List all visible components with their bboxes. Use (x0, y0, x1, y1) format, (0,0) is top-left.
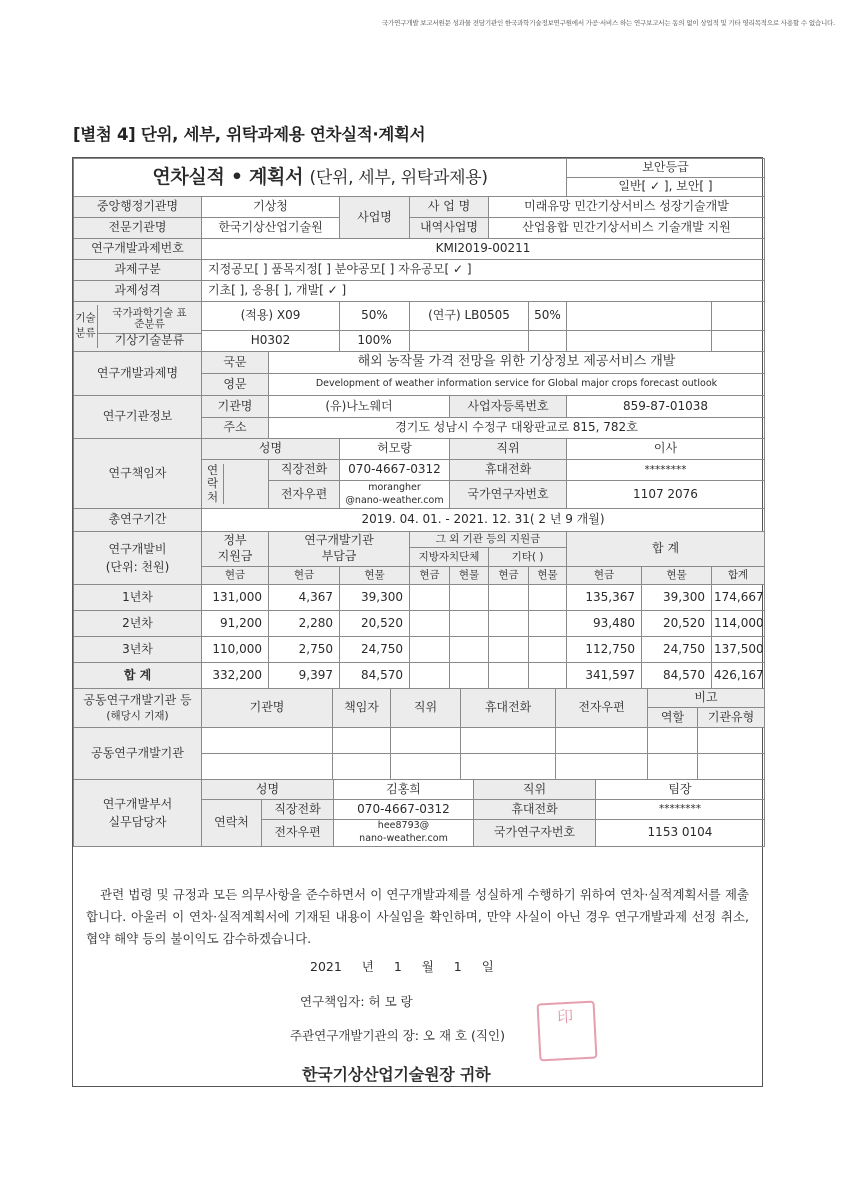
sub-program-label: 내역사업명 (410, 218, 489, 239)
staff-office-label: 직장전화 (262, 800, 334, 820)
address-label: 주소 (202, 418, 269, 439)
security-label: 보안등급 (567, 159, 765, 178)
weather-code-3 (567, 331, 712, 352)
form-table (73, 158, 765, 532)
col-total-sum: 합계 (712, 567, 765, 585)
security-value: 일반[ ✓ ], 보안[ ] (567, 178, 765, 197)
inst-name-label: 기관명 (202, 396, 269, 418)
col-local-cash: 현금 (410, 567, 450, 585)
reg-number-value: 859-87-01038 (567, 396, 765, 418)
gov-cash: 110,000 (202, 637, 269, 663)
joint-institution-table (73, 688, 765, 780)
project-nature-value: 기초[ ], 응용[ ], 개발[ ✓ ] (202, 281, 765, 302)
tech-class-block (74, 302, 202, 352)
staff-name-value: 김홍희 (334, 780, 474, 800)
staff-label: 연구개발부서 실무담당자 (74, 780, 202, 847)
program-name-value: 미래유망 민간기상서비스 성장기술개발 (489, 197, 765, 218)
year-label: 2년차 (74, 611, 202, 637)
national-pct-3 (712, 302, 765, 331)
period-value: 2019. 04. 01. - 2021. 12. 31( 2 년 9 개월) (202, 509, 765, 532)
weather-class-label: 기상기술분류 (114, 333, 185, 348)
gov-cash: 131,000 (202, 585, 269, 611)
signature-date: 2021 년 1 월 1 일 (310, 959, 494, 974)
pi-office-label: 직장전화 (269, 460, 340, 481)
year-label: 3년차 (74, 637, 202, 663)
pi-mobile-label: 휴대전화 (450, 460, 567, 481)
joint-col-mobile: 휴대전화 (461, 689, 556, 728)
official-seal-icon: 印 (537, 1001, 598, 1062)
joint-col-email: 전자우편 (556, 689, 648, 728)
col-inst-inkind: 현물 (340, 567, 410, 585)
total-sum: 114,000 (712, 611, 765, 637)
pi-email-label: 전자우편 (269, 481, 340, 509)
signature-head: 주관연구개발기관의 장: 오 재 호 (직인) (290, 1028, 505, 1043)
staff-mobile-label: 휴대전화 (474, 800, 596, 820)
project-type-label: 과제구분 (74, 260, 202, 281)
gov-header: 정부 지원금 (202, 532, 269, 567)
pi-contact-label: 연락처 (202, 464, 224, 504)
budget-row (74, 585, 765, 611)
total-inkind: 20,520 (642, 611, 712, 637)
col-total-inkind: 현물 (642, 567, 712, 585)
pi-name-label: 성명 (202, 439, 340, 460)
pi-office-value: 070-4667-0312 (340, 460, 450, 481)
etc-header: 기타( ) (489, 548, 567, 567)
attachment-title: [별첨 4] 단위, 세부, 위탁과제용 연차실적·계획서 (73, 125, 426, 144)
program-name-label: 사 업 명 (410, 197, 489, 218)
total-cash: 135,367 (567, 585, 642, 611)
staff-email-label: 전자우편 (262, 820, 334, 847)
total-cash: 112,750 (567, 637, 642, 663)
staff-office-value: 070-4667-0312 (334, 800, 474, 820)
joint-row-label: 공동연구개발기관 (74, 728, 202, 780)
reg-number-label: 사업자등록번호 (450, 396, 567, 418)
col-etc-inkind: 현물 (529, 567, 567, 585)
staff-researcher-id-label: 국가연구자번호 (474, 820, 596, 847)
staff-email-value: hee8793@ nano-weather.com (334, 820, 474, 847)
budget-row (74, 637, 765, 663)
staff-mobile-value: ******** (596, 800, 765, 820)
kr-title-label: 국문 (202, 352, 269, 374)
usage-notice: 국가연구개발 보고서원문 성과물 전담기관인 한국과학기술정보연구원에서 가공·서비스 하는 연구보고서는 동의 없이 상업적 및 기타 영리목적으로 사용할 수 없습니다. (381, 19, 835, 27)
national-pct-2: 50% (529, 302, 567, 331)
staff-researcher-id-value: 1153 0104 (596, 820, 765, 847)
national-code-3 (567, 302, 712, 331)
total-label: 합 계 (74, 663, 202, 689)
pi-position-value: 이사 (567, 439, 765, 460)
total-inkind: 24,750 (642, 637, 712, 663)
col-local-inkind: 현물 (450, 567, 489, 585)
total-sum: 137,500 (712, 637, 765, 663)
inst-inkind: 39,300 (340, 585, 410, 611)
project-type-value: 지정공모[ ] 품목지정[ ] 분야공모[ ] 자유공모[ ✓ ] (202, 260, 765, 281)
agency-label: 전문기관명 (74, 218, 202, 239)
staff-table (73, 779, 765, 847)
total-header: 합 계 (567, 532, 765, 567)
inst-cash: 2,280 (269, 611, 340, 637)
signature-pi: 연구책임자: 허 모 랑 (300, 994, 413, 1009)
project-nature-label: 과제성격 (74, 281, 202, 302)
staff-name-label: 성명 (202, 780, 334, 800)
project-number-label: 연구개발과제번호 (74, 239, 202, 260)
joint-col-type: 기관유형 (698, 708, 765, 728)
gov-cash: 332,200 (202, 663, 269, 689)
total-inkind: 39,300 (642, 585, 712, 611)
year-label: 1년차 (74, 585, 202, 611)
pi-name-value: 허모랑 (340, 439, 450, 460)
inst-cash: 2,750 (269, 637, 340, 663)
form-title: 연차실적 • 계획서 (단위, 세부, 위탁과제용) (74, 159, 567, 197)
col-total-cash: 현금 (567, 567, 642, 585)
agency-value: 한국기상산업기술원 (202, 218, 340, 239)
national-code-1: (적용) X09 (202, 302, 340, 331)
pi-mobile-value: ******** (567, 460, 765, 481)
staff-contact-label: 연락처 (202, 800, 262, 847)
joint-label: 공동연구개발기관 등 (해당시 기재) (74, 689, 202, 728)
budget-label: 연구개발비 (단위: 천원) (74, 532, 202, 585)
kr-title-value: 해외 농작물 가격 전망을 위한 기상정보 제공서비스 개발 (269, 352, 765, 374)
national-code-2: (연구) LB0505 (410, 302, 529, 331)
joint-col-head: 책임자 (333, 689, 391, 728)
joint-col-role: 역할 (648, 708, 698, 728)
weather-pct-2 (529, 331, 567, 352)
declaration: 관련 법령 및 규정과 모든 의무사항을 준수하면서 이 연구개발과제를 성실하게 수행하기 위하여 연차·실적계획서를 제출합니다. 아울러 이 연차·실적계획서에 기재된 내용이 사실임을 확인하며, 만약 사실이 아닌 경우 연구개발과제 선정 취소, 협약 해약 등의 불이익도 감수하겠습니다. (86, 887, 749, 946)
tech-class-label: 기술분류 (74, 305, 98, 348)
program-label: 사업명 (340, 197, 410, 239)
total-sum: 174,667 (712, 585, 765, 611)
project-title-label: 연구개발과제명 (74, 352, 202, 396)
period-label: 총연구기간 (74, 509, 202, 532)
pi-email-value: morangher @nano-weather.com (340, 481, 450, 509)
weather-code-2 (410, 331, 529, 352)
inst-header: 연구개발기관 부담금 (269, 532, 410, 567)
weather-pct-1: 100% (340, 331, 410, 352)
budget-row (74, 611, 765, 637)
inst-inkind: 24,750 (340, 637, 410, 663)
project-number-value: KMI2019-00211 (202, 239, 765, 260)
gov-cash: 91,200 (202, 611, 269, 637)
local-gov-header: 지방자치단체 (410, 548, 489, 567)
col-gov-cash: 현금 (202, 567, 269, 585)
en-title-value: Development of weather information service for Global major crops forecast outlook (269, 374, 765, 396)
weather-pct-3 (712, 331, 765, 352)
inst-cash: 9,397 (269, 663, 340, 689)
institution-label: 연구기관정보 (74, 396, 202, 439)
ministry-label: 중앙행정기관명 (74, 197, 202, 218)
pi-researcher-id-value: 1107 2076 (567, 481, 765, 509)
pi-position-label: 직위 (450, 439, 567, 460)
budget-total-row (74, 663, 765, 689)
address-value: 경기도 성남시 수정구 대왕판교로 815, 782호 (269, 418, 765, 439)
sub-program-value: 산업융합 민간기상서비스 기술개발 지원 (489, 218, 765, 239)
joint-col-position: 직위 (391, 689, 461, 728)
addressee: 한국기상산업기술원장 귀하 (302, 1065, 491, 1084)
staff-position-value: 팀장 (596, 780, 765, 800)
col-inst-cash: 현금 (269, 567, 340, 585)
total-inkind: 84,570 (642, 663, 712, 689)
inst-inkind: 84,570 (340, 663, 410, 689)
pi-contact-block (202, 460, 269, 509)
national-class-label: 국가과학기술 표준분류 (98, 305, 201, 334)
pi-label: 연구책임자 (74, 439, 202, 509)
inst-name-value: (유)나노웨더 (269, 396, 450, 418)
en-title-label: 영문 (202, 374, 269, 396)
budget-table (73, 531, 765, 689)
total-sum: 426,167 (712, 663, 765, 689)
pi-researcher-id-label: 국가연구자번호 (450, 481, 567, 509)
total-cash: 93,480 (567, 611, 642, 637)
joint-col-remarks: 비고 (648, 689, 765, 708)
ministry-value: 기상청 (202, 197, 340, 218)
weather-code-1: H0302 (202, 331, 340, 352)
inst-cash: 4,367 (269, 585, 340, 611)
total-cash: 341,597 (567, 663, 642, 689)
col-etc-cash: 현금 (489, 567, 529, 585)
joint-col-name: 기관명 (202, 689, 333, 728)
national-pct-1: 50% (340, 302, 410, 331)
inst-inkind: 20,520 (340, 611, 410, 637)
other-header: 그 외 기관 등의 지원금 (410, 532, 567, 548)
staff-position-label: 직위 (474, 780, 596, 800)
